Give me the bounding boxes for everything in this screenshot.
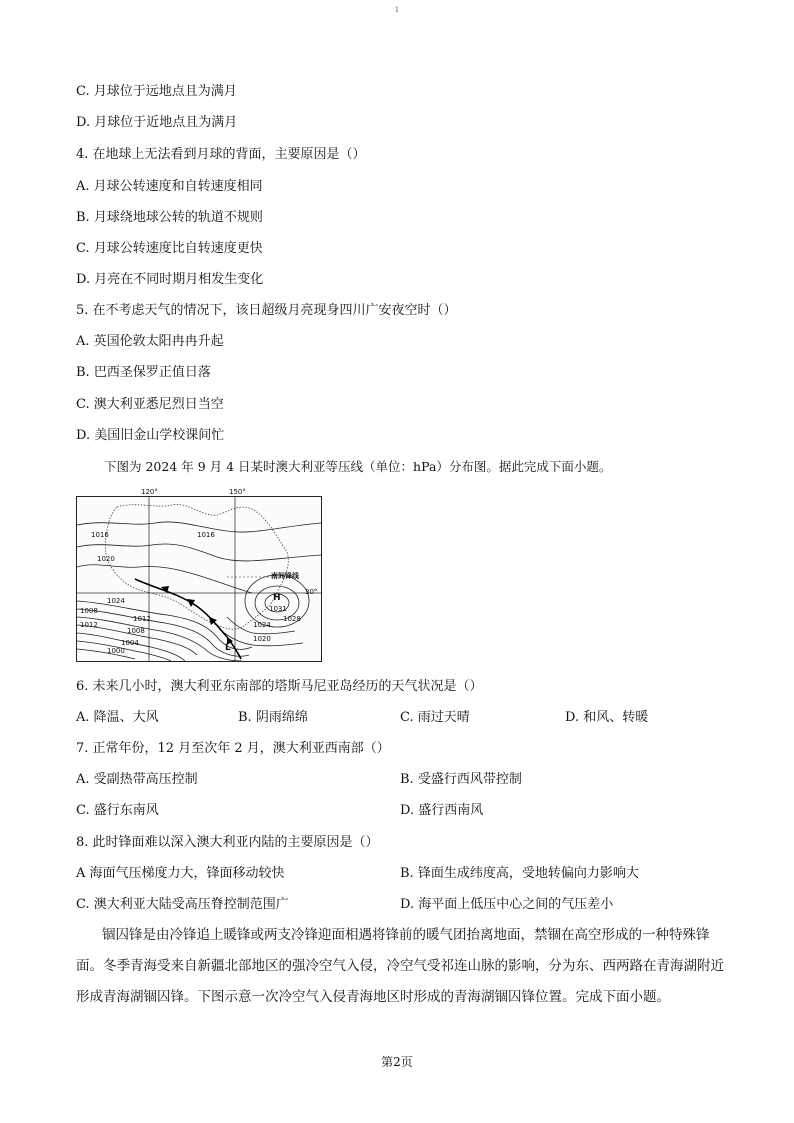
isobar-value: 1012 xyxy=(80,621,98,629)
q5-stem: 5. 在不考虑天气的情况下，该日超级月亮现身四川广安夜空时（） xyxy=(76,303,457,318)
q5-option-a: A. 英国伦敦太阳冉冉升起 xyxy=(76,334,224,349)
isobar-value: 1016 xyxy=(197,531,215,539)
high-pressure-value: 1031 xyxy=(269,605,287,613)
isobar-line xyxy=(77,649,135,659)
low-pressure-label: L xyxy=(225,643,231,653)
q7-stem: 7. 正常年份，12 月至次年 2 月，澳大利亚西南部（） xyxy=(76,741,390,756)
q8-option-d: D. 海平面上低压中心之间的气压差小 xyxy=(400,897,614,912)
q4-option-c: C. 月球公转速度比自转速度更快 xyxy=(76,241,263,256)
isobar-value: 1024 xyxy=(107,597,125,605)
map-intro: 下图为 2024 年 9 月 4 日某时澳大利亚等压线（单位：hPa）分布图。据此完成下面小题。 xyxy=(104,459,612,474)
q4-option-a: A. 月球公转速度和自转速度相同 xyxy=(76,179,263,194)
q7-option-a: A. 受副热带高压控制 xyxy=(76,772,198,787)
front-tooth xyxy=(187,599,195,607)
q4-option-d: D. 月亮在不同时期月相发生变化 xyxy=(76,272,264,287)
isobar-value: 1000 xyxy=(107,647,125,655)
isobar-value: 1020 xyxy=(253,635,271,643)
q8-stem: 8. 此时锋面难以深入澳大利亚内陆的主要原因是（） xyxy=(76,835,379,850)
q5-option-c: C. 澳大利亚悉尼烈日当空 xyxy=(76,397,224,412)
q3-option-c: C. 月球位于远地点且为满月 xyxy=(76,84,237,99)
q5-option-b: B. 巴西圣保罗正值日落 xyxy=(76,365,211,380)
isobar-value: 1008 xyxy=(127,627,145,635)
q7-option-b: B. 受盛行西风带控制 xyxy=(400,772,522,787)
page-top-mark: 1 xyxy=(394,6,400,14)
q6-stem: 6. 未来几小时，澳大利亚东南部的塔斯马尼亚岛经历的天气状况是（） xyxy=(76,679,483,694)
isobar-map xyxy=(76,488,322,662)
q4-option-b: B. 月球绕地球公转的轨道不规则 xyxy=(76,210,263,225)
isobar-value: 1020 xyxy=(97,555,115,563)
isobar-value: 1024 xyxy=(253,621,271,629)
high-pressure-label: H xyxy=(273,593,281,603)
q5-option-d: D. 美国旧金山学校课间忙 xyxy=(76,428,225,443)
longitude-label-150: 150° xyxy=(229,488,246,496)
front-label: 南间锋线 xyxy=(271,572,299,580)
q3-option-d: D. 月球位于近地点且为满月 xyxy=(76,115,238,130)
isobar-line xyxy=(77,633,185,661)
isobar-value: 1012 xyxy=(133,615,151,623)
q7-option-c: C. 盛行东南风 xyxy=(76,803,159,818)
q6-option-a: A. 降温、大风 xyxy=(76,710,159,725)
q8-option-b: B. 锋面生成纬度高，受地转偏向力影响大 xyxy=(400,866,639,881)
isobar-value: 1028 xyxy=(283,615,301,623)
occluded-front-passage: 锢囚锋是由冷锋追上暖锋或两支冷锋迎面相遇将锋前的暖气团抬离地面，禁锢在高空形成的一种特殊锋面。冬季青海受来自新疆北部地区的强冷空气入侵，冷空气受祁连山脉的影响，分为东、西两路在青海湖附近形成青海湖锢囚锋。下图示意一次冷空气入侵青海地区时形成的青海湖锢囚锋位置。完成下面小题。 xyxy=(76,927,724,1005)
q6-option-b: B. 阴雨绵绵 xyxy=(238,710,308,725)
q7-option-d: D. 盛行西南风 xyxy=(400,803,484,818)
q8-option-c: C. 澳大利亚大陆受高压脊控制范围广 xyxy=(76,897,289,912)
q4-stem: 4. 在地球上无法看到月球的背面，主要原因是（） xyxy=(76,147,366,162)
isobar-line xyxy=(77,617,242,661)
page-number: 第2页 xyxy=(381,1055,413,1069)
isobar-value: 1004 xyxy=(121,639,139,647)
latitude-label-30: 30° xyxy=(305,588,318,596)
longitude-label-120: 120° xyxy=(141,488,158,496)
q6-option-c: C. 雨过天晴 xyxy=(400,710,470,725)
isobar-value: 1008 xyxy=(80,607,98,615)
q8-option-a: A 海面气压梯度力大，锋面移动较快 xyxy=(76,866,285,881)
q6-option-d: D. 和风、转暖 xyxy=(565,710,649,725)
australia-coastline xyxy=(105,504,288,629)
isobar-value: 1016 xyxy=(91,531,109,539)
